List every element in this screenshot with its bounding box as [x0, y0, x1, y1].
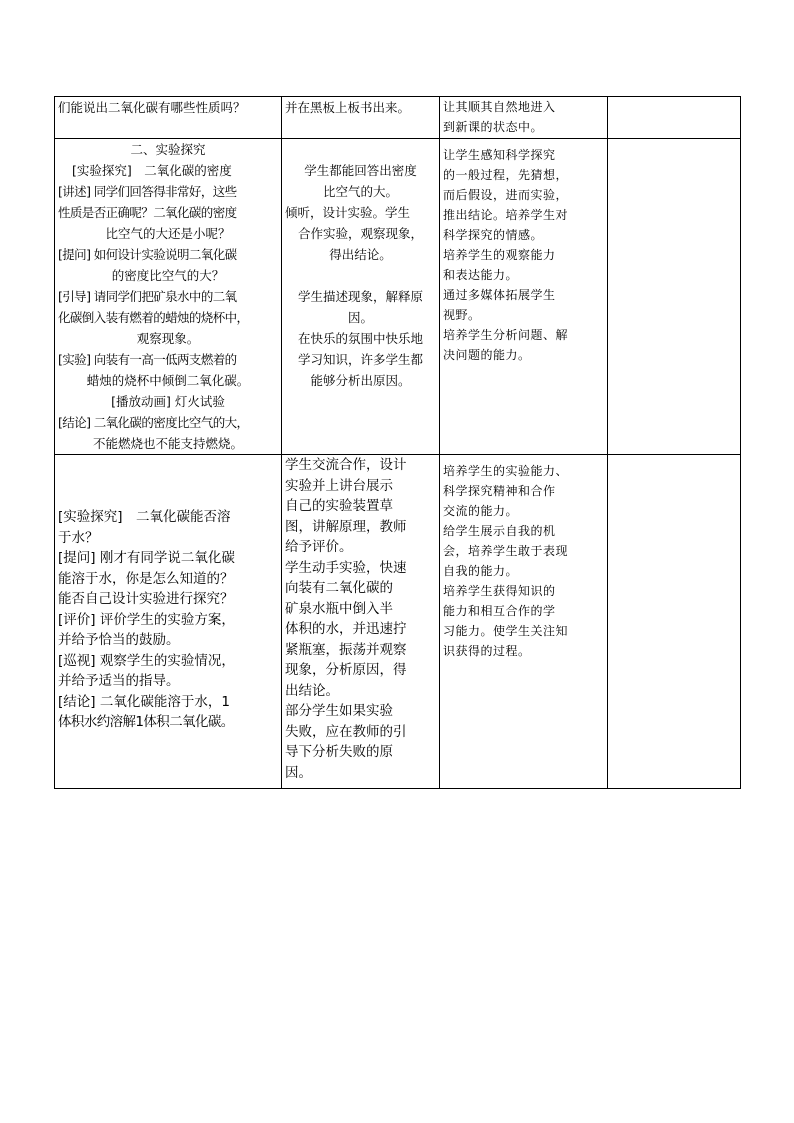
cell-text: 会，培养学生敢于表现: [443, 544, 569, 558]
cell-text: 向装有二氧化碳的: [285, 580, 393, 596]
cell-text: 比空气的大还是小呢？: [105, 226, 231, 241]
cell-text: 于水？: [58, 529, 99, 546]
cell-text: [实验探究] 二氧化碳的密度: [72, 163, 232, 178]
cell-text: 学生都能回答出密度: [304, 163, 417, 178]
cell-text: [讲述] 同学们回答得非常好，这些: [58, 184, 237, 199]
cell-text: 培养学生获得知识的: [443, 584, 556, 598]
cell-text: 紧瓶塞，振荡并观察: [285, 641, 407, 658]
cell-text: 自己的实验装置草: [285, 498, 393, 514]
cell-text: 蜡烛的烧杯中倾倒二氧化碳。: [86, 373, 250, 388]
cell-text: [评价] 评价学生的实验方案，: [58, 611, 235, 628]
cell-text: 倾听，设计实验。学生: [285, 205, 411, 220]
cell-text: 学生交流合作，设计: [285, 457, 407, 473]
teacher-activity-cell: [55, 455, 282, 789]
notes-cell: [608, 139, 741, 455]
cell-text: 识获得的过程。: [443, 644, 531, 658]
design-intent-cell: [440, 97, 608, 139]
cell-text: 部分学生如果实验: [285, 703, 393, 719]
cell-text: [巡视] 观察学生的实验情况，: [58, 652, 235, 669]
cell-text: 现象，分析原因，得: [285, 662, 407, 678]
teacher-activity-cell: [55, 139, 282, 455]
cell-text: 出结论。: [285, 682, 339, 699]
section-heading: 二、实验探究: [130, 142, 206, 157]
cell-text: 得出结论。: [329, 247, 392, 262]
cell-text: 学生动手实验，快速: [285, 559, 407, 576]
cell-text: [提问] 刚才有同学说二氧化碳: [58, 550, 235, 566]
cell-text: 科学探究精神和合作: [443, 484, 556, 498]
cell-text: 实验并上讲台展示: [285, 477, 393, 494]
cell-text: [结论] 二氧化碳的密度比空气的大，: [58, 415, 249, 430]
student-activity-cell: [282, 97, 440, 139]
notes-cell: [608, 97, 741, 139]
cell-text: 而后假设，进而实验，: [443, 188, 569, 202]
cell-text: [提问] 如何设计实验说明二氧化碳: [58, 247, 237, 262]
cell-text: 视野。: [443, 308, 481, 322]
cell-text: 习能力。使学生关注知: [443, 624, 569, 638]
cell-text: 给予评价。: [285, 539, 353, 555]
cell-text: 和表达能力。: [443, 268, 519, 282]
cell-text: 因。: [347, 310, 373, 325]
cell-text: 们能说出二氧化碳有哪些性质吗？: [58, 100, 246, 115]
cell-text: 让学生感知科学探究: [443, 148, 556, 162]
cell-text: 到新课的状态中。: [443, 120, 544, 134]
design-intent-cell: [440, 139, 608, 455]
cell-text: 并给予恰当的鼓励。: [58, 632, 180, 648]
lesson-plan-table: [54, 96, 741, 789]
table-row: [55, 97, 741, 139]
cell-text: [引导] 请同学们把矿泉水中的二氧: [58, 289, 237, 304]
notes-cell: [608, 455, 741, 789]
cell-text: 体积的水，并迅速拧: [285, 621, 407, 637]
design-intent-cell: [440, 455, 608, 789]
student-activity-cell: [282, 455, 440, 789]
cell-text: 学生描述现象，解释原: [297, 289, 423, 304]
cell-text: 能够分析出原因。: [310, 373, 411, 388]
cell-text: 培养学生的观察能力: [443, 248, 556, 262]
cell-text: 让其顺其自然地进入: [443, 100, 556, 114]
cell-text: 的一般过程，先猜想，: [443, 168, 569, 182]
cell-text: 因。: [285, 764, 312, 781]
cell-text: 图，讲解原理，教师: [285, 518, 407, 535]
cell-text: 决问题的能力。: [443, 348, 531, 362]
cell-text: 推出结论。培养学生对: [443, 208, 569, 222]
cell-text: 化碳倒入装有燃着的蜡烛的烧杯中，: [58, 310, 249, 325]
cell-text: 矿泉水瓶中倒入半: [285, 600, 393, 617]
cell-text: 能否自己设计实验进行探究？: [58, 591, 234, 607]
cell-text: 交流的能力。: [443, 504, 519, 518]
cell-text: 学习知识，许多学生都: [297, 352, 423, 367]
cell-text: [实验探究] 二氧化碳能否溶: [58, 509, 231, 525]
cell-text: 并在黑板上板书出来。: [285, 100, 411, 115]
cell-text: 给学生展示自我的机: [443, 524, 556, 538]
cell-text: [实验] 向装有一高一低两支燃着的: [58, 352, 237, 367]
cell-text: 导下分析失败的原: [285, 744, 393, 760]
cell-text: 合作实验，观察现象，: [297, 226, 423, 241]
cell-text: 通过多媒体拓展学生: [443, 288, 556, 302]
cell-text: 观察现象。: [136, 331, 200, 346]
cell-text: [播放动画] 灯火试验: [111, 394, 225, 409]
cell-text: 培养学生的实验能力、: [443, 464, 569, 478]
cell-text: 能溶于水，你是怎么知道的？: [58, 570, 234, 587]
cell-text: 失败，应在教师的引: [285, 723, 407, 740]
cell-text: 比空气的大。: [322, 184, 398, 199]
cell-text: 培养学生分析问题、解: [443, 328, 569, 342]
cell-text: [结论] 二氧化碳能溶于水，1: [58, 693, 230, 710]
cell-text: 的密度比空气的大？: [111, 268, 225, 283]
table-row: [55, 455, 741, 789]
cell-text: 自我的能力。: [443, 564, 519, 578]
table-row: [55, 139, 741, 455]
cell-text: 并给予适当的指导。: [58, 673, 180, 689]
student-activity-cell: [282, 139, 440, 455]
cell-text: 体积水约溶解1体积二氧化碳。: [58, 714, 234, 730]
teacher-activity-cell: [55, 97, 282, 139]
cell-text: 在快乐的氛围中快乐地: [297, 331, 423, 346]
cell-text: 性质是否正确呢？二氧化碳的密度: [58, 205, 237, 220]
cell-text: 能力和相互合作的学: [443, 604, 556, 618]
cell-text: 不能燃烧也不能支持燃烧。: [92, 436, 243, 451]
cell-text: 科学探究的情感。: [443, 228, 544, 242]
